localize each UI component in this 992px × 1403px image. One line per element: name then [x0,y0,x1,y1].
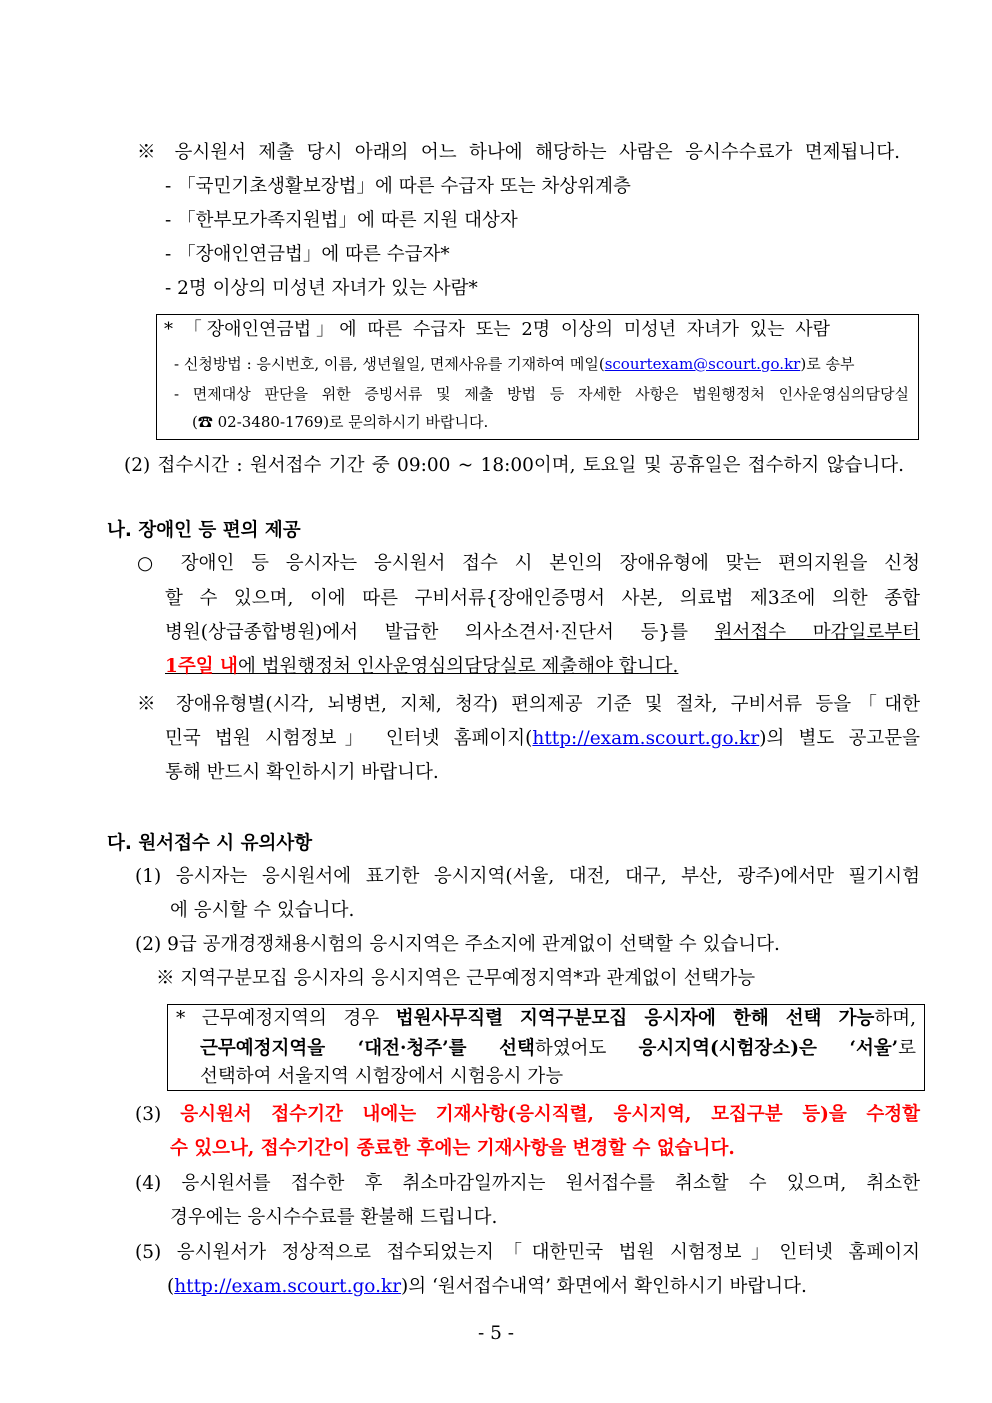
section-na-p1-line-1: ○ 장애인 등 응시자는 응시원서 접수 시 본인의 장애유형에 맞는 편의지원을 신청 [137,553,920,574]
section-da-item-5-line-1: (5) 응시원서가 정상적으로 접수되었는지「대한민국 법원 시험정보」인터넷 홈페이지 [135,1242,920,1263]
exemption-item-2: - 「한부모가족지원법」에 따른 지원 대상자 [165,210,518,231]
section-da-item-1-line-1: (1) 응시자는 응시원서에 표기한 응시지역(서울, 대전, 대구, 부산, 광주)에서만 필기시험 [135,866,920,887]
exemption-note-line-3: (☎ 02-3480-1769)로 문의하시기 바랍니다. [192,413,489,431]
section-da-item-4-line-2: 경우에는 응시수수료를 환불해 드립니다. [170,1207,498,1228]
section-na-p2-line-1: ※ 장애유형별(시각, 뇌병변, 지체, 청각) 편의제공 기준 및 절차, 구비서류 등을「대한 [137,694,920,715]
section-na-p2-line-2: 민국 법원 시험정보」 인터넷 홈페이지(http://exam.scourt.go.kr)의 별도 공고문을 [165,728,921,749]
section-da-title: 다. 원서접수 시 유의사항 [107,833,313,854]
section-da-item-1-line-2: 에 응시할 수 있습니다. [170,900,355,921]
exemption-item-4: - 2명 이상의 미성년 자녀가 있는 사람* [165,278,478,299]
section-da-item-2: (2) 9급 공개경쟁채용시험의 응시지역은 주소지에 관계없이 선택할 수 있습니다. [135,934,780,955]
exemption-note-line-1: - 신청방법 : 응시번호, 이름, 생년월일, 면제사유를 기재하여 메일(scourtexam@scourt.go.kr)로 송부 [174,355,855,373]
exemption-email-link[interactable]: scourtexam@scourt.go.kr [604,355,801,373]
region-note-line-3: 선택하여 서울지역 시험장에서 시험응시 가능 [200,1066,564,1087]
section-da-item-4-line-1: (4) 응시원서를 접수한 후 취소마감일까지는 원서접수를 취소할 수 있으며, 취소한 [135,1173,920,1194]
exam-site-link-2[interactable]: http://exam.scourt.go.kr [174,1276,402,1297]
section-na-p1-line-2: 할 수 있으며, 이에 따른 구비서류{장애인증명서 사본, 의료법 제3조에 의한 종합 [165,588,920,609]
region-note-line-2: 근무예정지역을 ‘대전·청주’를 선택하였어도 응시지역(시험장소)은 ‘서울’로 [200,1038,917,1059]
section-na-p1-line-3: 병원(상급종합병원)에서 발급한 의사소견서·진단서 등}를 원서접수 마감일로부터 [165,622,920,643]
section-da-item-2-note: ※ 지역구분모집 응시자의 응시지역은 근무예정지역*과 관계없이 선택가능 [156,968,756,989]
reception-time: (2) 접수시간 : 원서접수 기간 중 09:00 ~ 18:00이며, 토요일 및 공휴일은 접수하지 않습니다. [124,455,904,476]
exemption-item-1: - 「국민기초생활보장법」에 따른 수급자 또는 차상위계층 [165,176,631,197]
exam-site-link[interactable]: http://exam.scourt.go.kr [532,728,760,749]
section-na-title: 나. 장애인 등 편의 제공 [107,520,301,541]
exemption-intro: ※ 응시원서 제출 당시 아래의 어느 하나에 해당하는 사람은 응시수수료가 면제됩니다. [137,142,900,163]
page-number: - 5 - [477,1323,515,1344]
section-na-p2-line-3: 통해 반드시 확인하시기 바랍니다. [165,762,439,783]
exemption-note-title: * 「장애인연금법」에 따른 수급자 또는 2명 이상의 미성년 자녀가 있는 사람 [164,319,830,340]
exemption-item-3: - 「장애인연금법」에 따른 수급자* [165,244,450,265]
section-da-item-5-line-2: (http://exam.scourt.go.kr)의 ‘원서접수내역’ 화면에서 확인하시기 바랍니다. [167,1276,807,1297]
section-da-item-3-line-2: 수 있으나, 접수기간이 종료한 후에는 기재사항을 변경할 수 없습니다. [170,1138,735,1159]
region-note-line-1: * 근무예정지역의 경우 법원사무직렬 지역구분모집 응시자에 한해 선택 가능하며, [176,1008,917,1029]
section-na-p1-line-4: 1주일 내에 법원행정처 인사운영심의담당실로 제출해야 합니다. [165,656,679,677]
exemption-note-line-2: - 면제대상 판단을 위한 증빙서류 및 제출 방법 등 자세한 사항은 법원행정처 인사운영심의담당실 [174,385,909,403]
section-da-item-3-line-1: (3) 응시원서 접수기간 내에는 기재사항(응시직렬, 응시지역, 모집구분 등)을 수정할 [135,1104,920,1125]
